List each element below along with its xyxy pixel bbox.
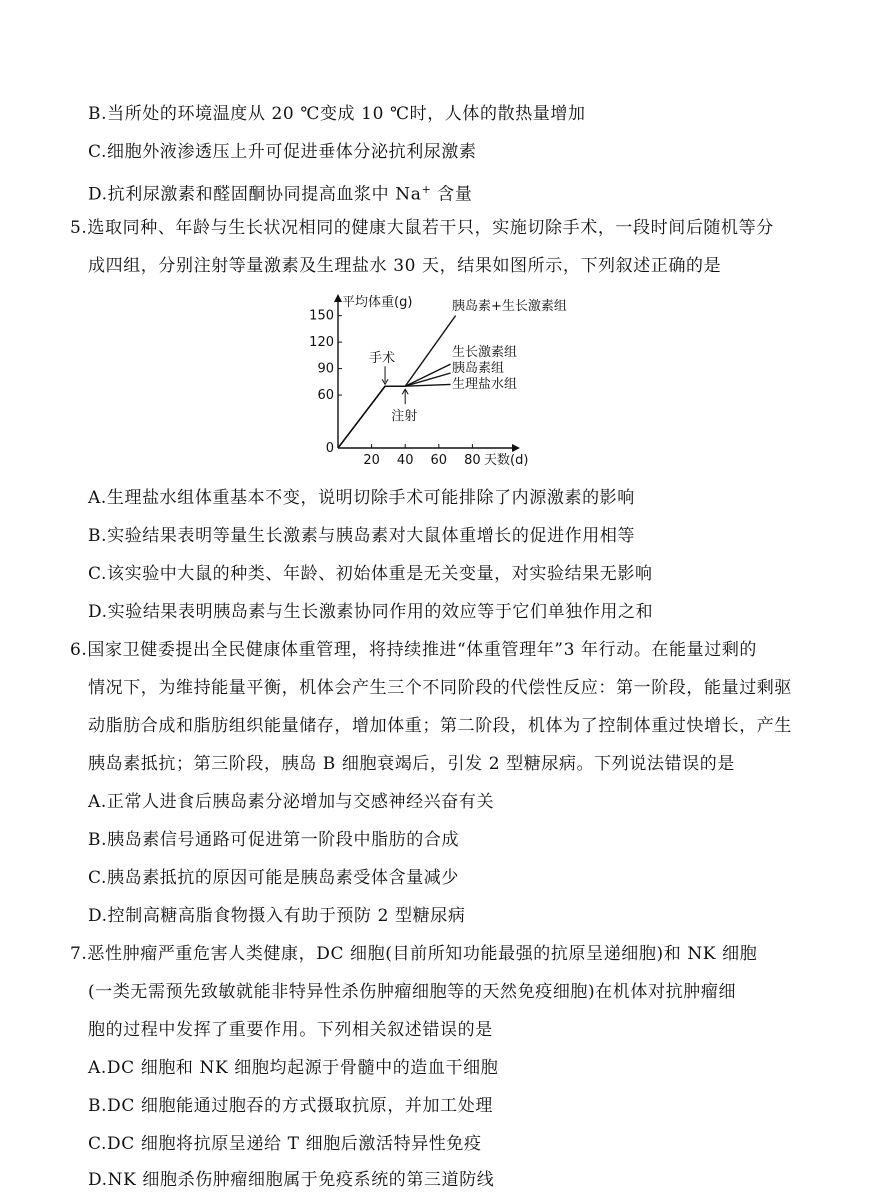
q5-stem-line-1: 5.选取同种、年龄与生长状况相同的健康大鼠若干只，实施切除手术，一段时间后随机等分 <box>70 218 774 238</box>
q4-option-d-superscript: + <box>421 183 432 196</box>
q5-option-d: D.实验结果表明胰岛素与生长激素协同作用的效应等于它们单独作用之和 <box>88 602 654 622</box>
y-tick-label: 0 <box>325 441 334 456</box>
series-label: 胰岛素+生长激素组 <box>452 299 567 314</box>
q6-stem-line-2: 情况下，为维持能量平衡，机体会产生三个不同阶段的代偿性反应：第一阶段，能量过剩驱 <box>88 678 792 698</box>
x-axis-arrow <box>512 444 520 452</box>
q4-option-d <box>88 178 473 207</box>
q4-option-d-tail: 含量 <box>437 184 473 205</box>
q6-stem-line-1: 6.国家卫健委提出全民健康体重管理，将持续推进“体重管理年”3 年行动。在能量过剩的 <box>70 640 758 660</box>
q6-option-b: B.胰岛素信号通路可促进第一阶段中脂肪的合成 <box>88 830 460 850</box>
q5-option-c: C.该实验中大鼠的种类、年龄、初始体重是无关变量，对实验结果无影响 <box>88 564 653 584</box>
q6-option-c: C.胰岛素抵抗的原因可能是胰岛素受体含量减少 <box>88 868 460 888</box>
injection-annotation: 注射 <box>391 409 418 425</box>
x-tick-label: 40 <box>396 453 414 468</box>
x-tick-label: 20 <box>363 453 380 468</box>
q6-option-d: D.控制高糖高脂食物摄入有助于预防 2 型糖尿病 <box>88 906 466 926</box>
q7-option-d: D.NK 细胞杀伤肿瘤细胞属于免疫系统的第三道防线 <box>88 1170 495 1190</box>
q6-stem-line-3: 动脂肪合成和脂肪组织能量储存，增加体重；第二阶段，机体为了控制体重过快增长，产生 <box>88 716 792 736</box>
q5-option-a: A.生理盐水组体重基本不变，说明切除手术可能排除了内源激素的影响 <box>88 488 635 508</box>
q4-option-d-text: D.抗利尿激素和醛固酮协同提高血浆中 Na <box>88 184 422 205</box>
x-tick-label: 80 <box>464 453 481 468</box>
q7-stem-line-2: (一类无需预先致敏就能非特异性杀伤肿瘤细胞等的天然免疫细胞)在机体对抗肿瘤细 <box>88 982 737 1002</box>
q7-stem-line-1: 7.恶性肿瘤严重危害人类健康，DC 细胞(目前所知功能最强的抗原呈递细胞)和 NK 细胞 <box>70 944 758 964</box>
y-axis-label: 平均体重(g) <box>342 295 413 310</box>
y-tick-label: 150 <box>309 308 334 324</box>
q7-stem-line-3: 胞的过程中发挥了重要作用。下列相关叙述错误的是 <box>88 1020 493 1040</box>
q5-stem-line-2: 成四组，分别注射等量激素及生理盐水 30 天，结果如图所示，下列叙述正确的是 <box>88 256 722 276</box>
series-label: 生理盐水组 <box>452 377 518 392</box>
weight-chart-svg <box>309 288 567 470</box>
surgery-annotation: 手术 <box>369 351 396 367</box>
q7-option-c: C.DC 细胞将抗原呈递给 T 细胞后激活特异性免疫 <box>88 1134 482 1154</box>
q4-option-b: B.当所处的环境温度从 20 ℃变成 10 ℃时，人体的散热量增加 <box>88 104 586 124</box>
series-line <box>338 316 456 448</box>
series-label: 胰岛素组 <box>452 361 505 376</box>
q7-option-a: A.DC 细胞和 NK 细胞均起源于骨髓中的造血干细胞 <box>88 1058 499 1078</box>
q4-option-c: C.细胞外液渗透压上升可促进垂体分泌抗利尿激素 <box>88 142 477 162</box>
series-line <box>338 364 451 448</box>
y-tick-label: 120 <box>309 335 334 351</box>
series-label: 生长激素组 <box>452 345 518 360</box>
q6-option-a: A.正常人进食后胰岛素分泌增加与交感神经兴奋有关 <box>88 792 495 812</box>
y-tick-label: 60 <box>317 388 334 404</box>
weight-chart <box>309 288 567 470</box>
x-axis-label: 天数(d) <box>484 453 529 468</box>
q7-option-b: B.DC 细胞能通过胞吞的方式摄取抗原，并加工处理 <box>88 1096 493 1116</box>
q5-option-b: B.实验结果表明等量生长激素与胰岛素对大鼠体重增长的促进作用相等 <box>88 526 636 546</box>
q6-stem-line-4: 胰岛素抵抗；第三阶段，胰岛 B 细胞衰竭后，引发 2 型糖尿病。下列说法错误的是 <box>88 754 735 774</box>
y-tick-label: 90 <box>317 361 334 377</box>
x-tick-label: 60 <box>430 453 448 468</box>
y-axis-arrow <box>334 294 342 302</box>
